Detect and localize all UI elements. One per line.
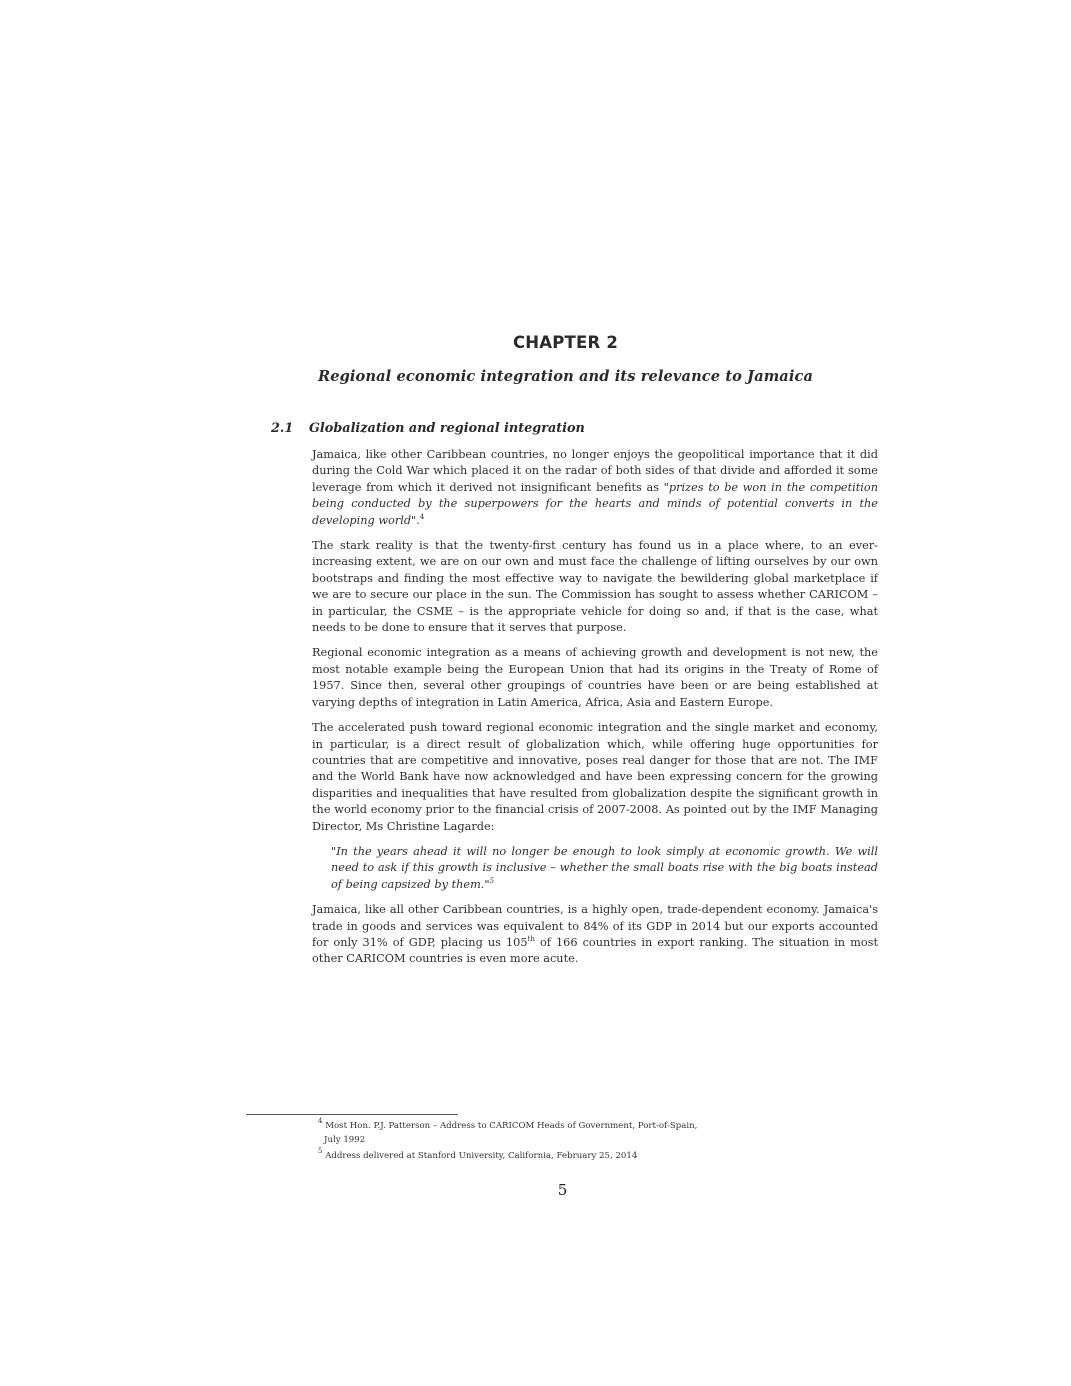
footnote-5-text: Address delivered at Stanford University, California, February 25, 2014 (325, 1151, 638, 1162)
footnotes (318, 1117, 798, 1167)
footnote-5 (318, 1147, 798, 1164)
paragraph-1-quote: "prizes to be won in the competition being conducted by the superpowers for the hearts and minds of potential converts in the developing world". (312, 480, 878, 527)
paragraph-5-text-b: of 166 countries in export ranking. The situation in most other CARICOM countries is even more acute. (312, 935, 878, 966)
footnote-4-marker: 4 (318, 1117, 323, 1125)
block-quote-text: "In the years ahead it will no longer be enough to look simply at economic growth. We will need to ask if this growth is inclusive – whether the small boats rise with the big boats instead of being capsized by them." (331, 844, 878, 891)
paragraph-5-text-a: Jamaica, like all other Caribbean countries, is a highly open, trade-dependent economy. Jamaica's trade in goods and services was equivalent to 84% of its GDP in 2014 but our exports accounted for only 31% of GDP, placing us 105 (312, 903, 878, 949)
page-number: 5 (557, 1181, 568, 1199)
paragraph-5 (312, 902, 878, 968)
footnote-4 (318, 1117, 798, 1147)
paragraph-3: Regional economic integration as a means of achieving growth and development is not new, the most notable example being the European Union that had its origins in the Treaty of Rome of 1957. Since then, several other groupings of countries have been or are being established at varying depths of integration in Latin America, Africa, Asia and Eastern Europe. (312, 646, 878, 709)
footnote-4-continuation: July 1992 (324, 1134, 366, 1145)
paragraph-1 (312, 447, 878, 529)
chapter-label: CHAPTER 2 (512, 333, 619, 352)
paragraph-1-text: Jamaica, like other Caribbean countries, no longer enjoys the geopolitical importance that it did during the Cold War which placed it on the radar of both sides of that divide and afforded it some leverage from which it derived not insignificant benefits as (312, 448, 878, 494)
footnote-separator (246, 1114, 458, 1115)
section-number: 2.1 (271, 421, 294, 436)
body-text (312, 447, 878, 977)
chapter-title: Regional economic integration and its relevance to Jamaica (317, 368, 814, 385)
footnote-5-marker: 5 (318, 1147, 323, 1156)
paragraph-4: The accelerated push toward regional economic integration and the single market and economy, in particular, is a direct result of globalization which, while offering huge opportunities for countries that are competitive and innovative, poses real danger for those that are not. The IMF and the World Bank have now acknowledged and have been expressing concern for the growing disparities and inequalities that have resulted from globalization despite the significant growth in the world economy prior to the financial crisis of 2007-2008. As pointed out by the IMF Managing Director, Ms Christine Lagarde: (312, 721, 878, 833)
footnote-ref-4[interactable]: 4 (419, 512, 425, 521)
paragraph-2: The stark reality is that the twenty-first century has found us in a place where, to an ever-increasing extent, we are on our own and must face the challenge of lifting ourselves by our own bootstraps and finding the most effective way to navigate the bewildering global marketplace if we are to secure our place in the sun. The Commission has sought to assess whether CARICOM – in particular, the CSME – is the appropriate vehicle for doing so and, if that is the case, what needs to be done to ensure that it serves that purpose. (312, 539, 878, 635)
footnote-4-text: Most Hon. P.J. Patterson – Address to CARICOM Heads of Government, Port-of-Spain, (325, 1121, 698, 1131)
block-quote (331, 844, 878, 893)
footnote-ref-5[interactable]: 5 (489, 876, 495, 885)
ordinal-suffix: th (527, 934, 535, 943)
section-heading (271, 421, 585, 436)
section-title: Globalization and regional integration (309, 421, 585, 436)
